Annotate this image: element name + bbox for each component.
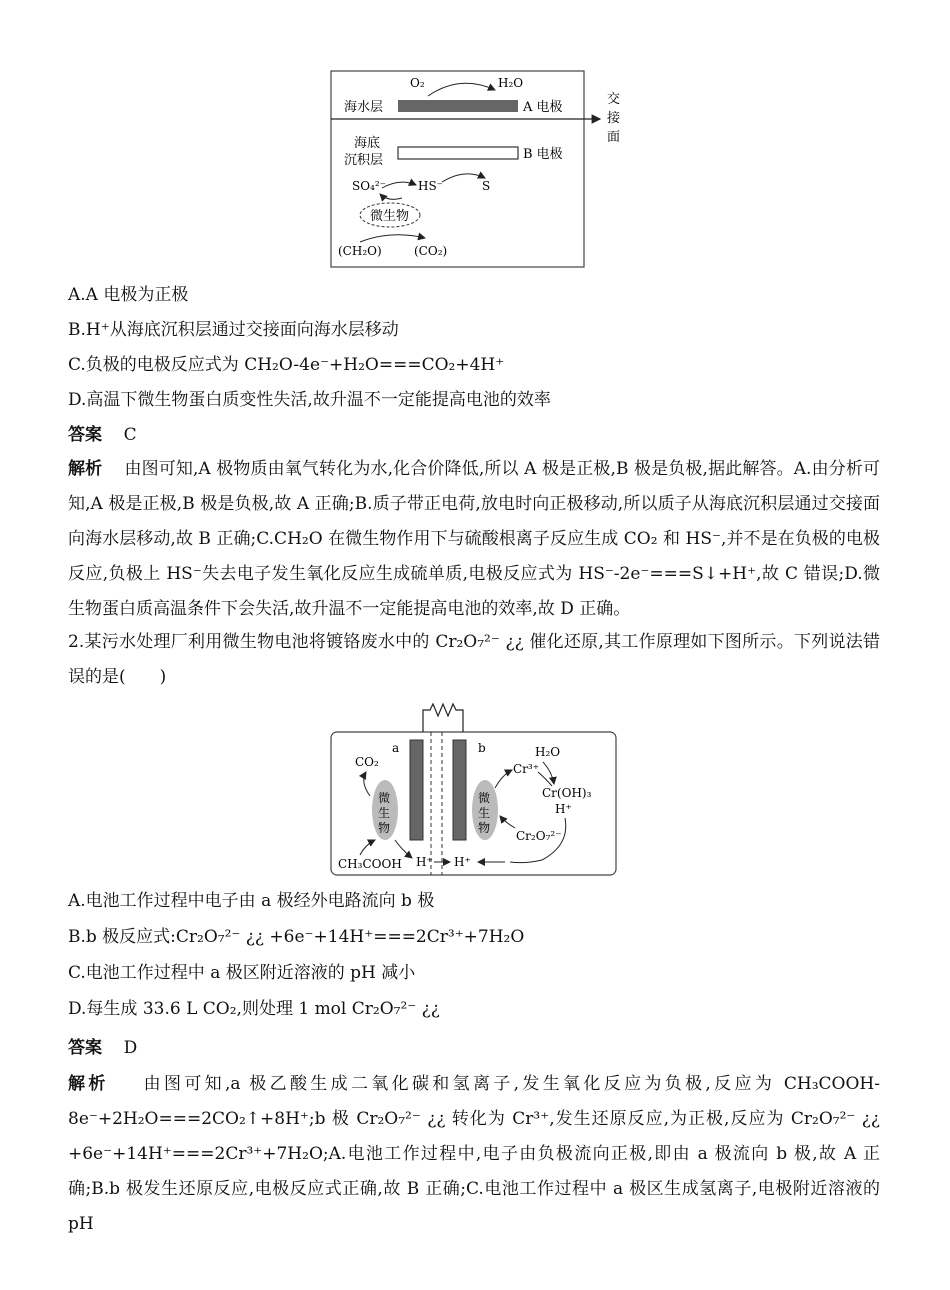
q2-stem: 2.某污水处理厂利用微生物电池将镀铬废水中的 Cr₂O₇²⁻ ¿¿ 催化还原,其工作原理如下图所示。下列说法错误的是( ) — [68, 632, 880, 687]
q2-answer: D — [123, 1038, 138, 1058]
q1-option-c: C.负极的电极反应式为 CH₂O-4e⁻+H₂O===CO₂+4H⁺ — [68, 355, 505, 375]
microbe-right-3: 物 — [478, 821, 491, 835]
electrode-a-bar — [410, 740, 423, 840]
seabed-label-1: 海底 — [354, 136, 381, 151]
ch2o-to-co2-arrow — [360, 235, 425, 242]
q1-answer: C — [123, 425, 137, 445]
electrode-b-bar — [453, 740, 466, 840]
croh3-label: Cr(OH)₃ — [542, 786, 592, 800]
to-h-arrow — [395, 840, 412, 858]
q2-option-c: C.电池工作过程中 a 极区附近溶液的 pH 减小 — [68, 963, 416, 983]
h2o-label: H₂O — [535, 745, 561, 759]
electrode-a-label: A 电极 — [523, 100, 563, 115]
microbe-label: 微生物 — [370, 209, 410, 224]
cr3-label: Cr³⁺ — [513, 762, 540, 776]
h-plus-product: H⁺ — [555, 802, 572, 816]
electrode-b-label: B 电极 — [523, 147, 563, 162]
h2o-arrow — [543, 762, 554, 784]
microbe-right-2: 生 — [478, 806, 491, 820]
hs-label: HS⁻ — [418, 179, 444, 193]
electrode-a — [398, 100, 518, 112]
q2-answer-label: 答案 — [68, 1038, 102, 1058]
o2-to-h2o-arrow — [428, 83, 495, 96]
ch3cooh-arrow — [360, 840, 375, 855]
h-plus-right: H⁺ — [454, 855, 471, 869]
h-plus-left: H⁺ — [416, 855, 433, 869]
q1-answer-label: 答案 — [68, 425, 102, 445]
so4-to-hs-arrow — [382, 182, 416, 188]
sea-water-label: 海水层 — [344, 100, 384, 115]
figure-microbial-cell — [330, 700, 620, 880]
microbe-left-1: 微 — [378, 791, 391, 805]
h2o-label: H₂O — [498, 76, 524, 90]
label-a: a — [392, 741, 400, 755]
q1-option-d: D.高温下微生物蛋白质变性失活,故升温不一定能提高电池的效率 — [68, 390, 551, 410]
microbe-to-so4-arrow — [380, 194, 402, 199]
figure-seabed-cell — [330, 70, 630, 270]
cr3-to-croh-arrow — [538, 772, 552, 786]
q1-analysis — [68, 452, 880, 627]
cr2o7-label: Cr₂O₇²⁻ — [516, 829, 562, 843]
to-co2-arrow — [364, 772, 370, 796]
so4-label: SO₄²⁻ — [352, 179, 387, 193]
cr2o7-arrow — [500, 816, 515, 828]
hs-to-s-arrow — [442, 174, 485, 182]
ch2o-label: (CH₂O) — [338, 244, 382, 258]
q1-analysis-label: 解析 — [68, 459, 103, 479]
microbe-left-3: 物 — [378, 821, 391, 835]
q2-analysis-text: 由图可知,a 极乙酸生成二氧化碳和氢离子,发生氧化反应为负极,反应为 CH₃COOH-8e⁻+2H₂O===2CO₂↑+8H⁺;b 极 Cr₂O₇²⁻ ¿¿ 转化为 Cr³⁺,发生还原反应,为正极,反应为 Cr₂O₇²⁻ ¿¿ +6e⁻+14H⁺===2Cr³⁺+7H₂O;A.电池工作过程中,电子由负极流向正极,即由 a 极流向 b 极,故 A 正确;B.b 极发生还原反应,电极反应式正确,故 B 正确;C.电池工作过程中 a 极区生成氢离子,电极附近溶液的 pH — [68, 1074, 880, 1234]
q2-analysis — [68, 1067, 880, 1242]
q1-analysis-text: 由图可知,A 极物质由氧气转化为水,化合价降低,所以 A 极是正极,B 极是负极,据此解答。A.由分析可知,A 极是正极,B 极是负极,故 A 正确;B.质子带正电荷,放电时向正极移动,所以质子从海底沉积层通过交接面向海水层移动,故 B 正确;C.CH₂O 在微生物作用下与硫酸根离子反应生成 CO₂ 和 HS⁻,并不是在负极的电极反应,负极上 HS⁻失去电子发生氧化反应生成硫单质,电极反应式为 HS⁻-2e⁻===S↓+H⁺,故 C 错误;D.微生物蛋白质高温条件下会失活,故升温不一定能提高电池的效率,故 D 正确。 — [68, 459, 880, 619]
interface-label-2: 接 — [607, 111, 621, 126]
q2-answer-row — [68, 1037, 137, 1059]
o2-label: O₂ — [410, 76, 425, 90]
label-b: b — [478, 741, 486, 755]
q2-option-b: B.b 极反应式:Cr₂O₇²⁻ ¿¿ +6e⁻+14H⁺===2Cr³⁺+7H₂O — [68, 927, 525, 947]
interface-label-1: 交 — [607, 92, 621, 107]
q1-option-a: A.A 电极为正极 — [68, 285, 189, 305]
microbe-right-1: 微 — [478, 791, 491, 805]
q2-option-a: A.电池工作过程中电子由 a 极经外电路流向 b 极 — [68, 891, 435, 911]
microbe-left-2: 生 — [378, 806, 391, 820]
interface-label-3: 面 — [607, 130, 621, 145]
q1-option-b: B.H⁺从海底沉积层通过交接面向海水层移动 — [68, 320, 399, 340]
external-circuit — [423, 704, 463, 732]
q1-answer-row — [68, 424, 137, 446]
electrode-b — [398, 147, 518, 159]
q2-analysis-label: 解析 — [68, 1074, 109, 1094]
co2-label: (CO₂) — [414, 244, 448, 258]
seabed-label-2: 沉积层 — [344, 153, 384, 168]
to-cr3-arrow — [495, 770, 512, 788]
q2-option-d: D.每生成 33.6 L CO₂,则处理 1 mol Cr₂O₇²⁻ ¿¿ — [68, 999, 440, 1019]
s-label: S — [482, 179, 491, 193]
co2-label: CO₂ — [355, 755, 379, 769]
ch3cooh-label: CH₃COOH — [338, 857, 402, 871]
